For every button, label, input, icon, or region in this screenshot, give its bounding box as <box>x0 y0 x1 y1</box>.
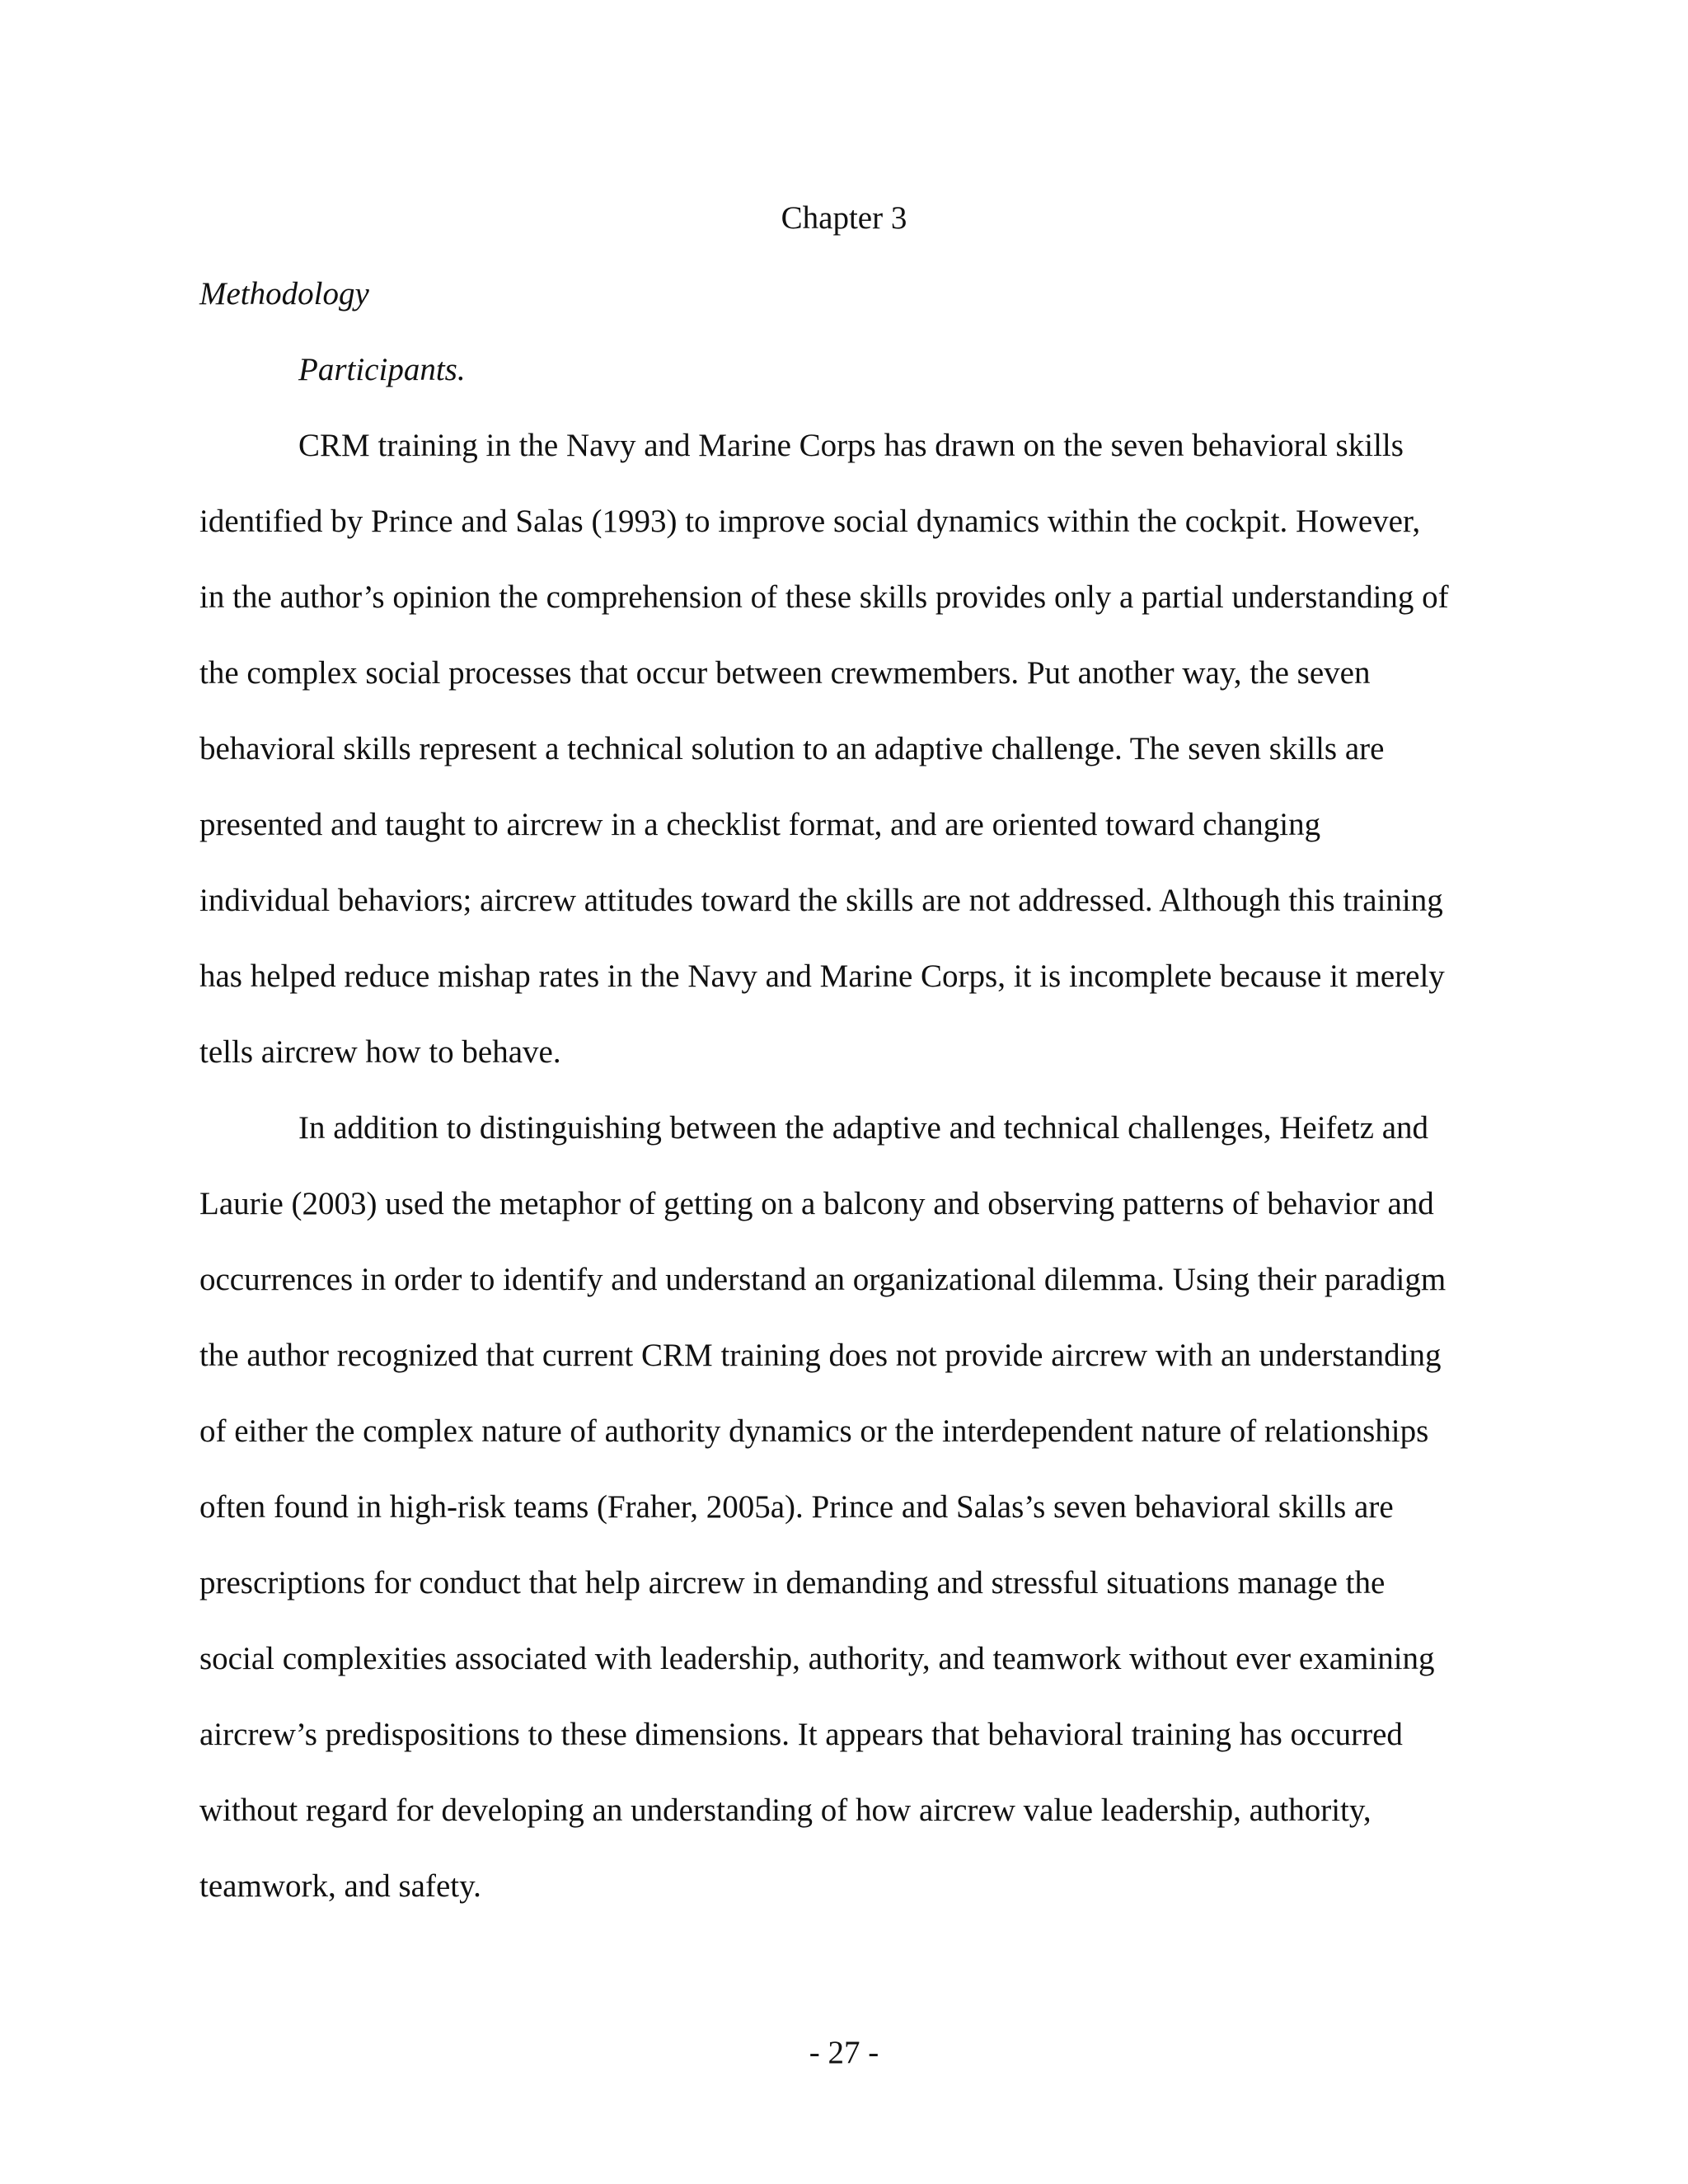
paragraph-line: in the author’s opinion the comprehension of these skills provides only a partial understanding of <box>199 579 1449 615</box>
paragraph-line: has helped reduce mishap rates in the Navy and Marine Corps, it is incomplete because it merely <box>199 958 1445 994</box>
page-number: - 27 - <box>809 2035 879 2070</box>
paragraph-line: individual behaviors; aircrew attitudes toward the skills are not addressed. Although this training <box>199 883 1443 918</box>
subsection-heading: Participants. <box>298 352 466 387</box>
paragraph-line: the complex social processes that occur between crewmembers. Put another way, the seven <box>199 655 1371 691</box>
paragraph-line: identified by Prince and Salas (1993) to improve social dynamics within the cockpit. However, <box>199 504 1421 539</box>
paragraph-2 <box>199 1090 1498 1924</box>
paragraph-1 <box>199 408 1498 1090</box>
paragraph-line: Laurie (2003) used the metaphor of getting on a balcony and observing patterns of behavior and <box>199 1186 1434 1221</box>
paragraph-line: presented and taught to aircrew in a checklist format, and are oriented toward changing <box>199 807 1321 842</box>
paragraph-line: CRM training in the Navy and Marine Corps has drawn on the seven behavioral skills <box>298 428 1404 463</box>
paragraph-line: of either the complex nature of authority dynamics or the interdependent nature of relationships <box>199 1413 1429 1449</box>
paragraph-line: without regard for developing an understanding of how aircrew value leadership, authority, <box>199 1793 1372 1828</box>
chapter-title: Chapter 3 <box>781 200 907 236</box>
paragraph-line: often found in high-risk teams (Fraher, 2005a). Prince and Salas’s seven behavioral skills are <box>199 1489 1394 1525</box>
paragraph-line: behavioral skills represent a technical solution to an adaptive challenge. The seven skills are <box>199 731 1385 766</box>
paragraph-line: tells aircrew how to behave. <box>199 1034 561 1070</box>
section-heading: Methodology <box>199 276 369 312</box>
paragraph-line: teamwork, and safety. <box>199 1868 481 1904</box>
paragraph-line: occurrences in order to identify and understand an organizational dilemma. Using their paradigm <box>199 1262 1447 1297</box>
paragraph-line: social complexities associated with leadership, authority, and teamwork without ever examining <box>199 1641 1435 1676</box>
paragraph-line: In addition to distinguishing between the adaptive and technical challenges, Heifetz and <box>298 1110 1429 1146</box>
paragraph-line: prescriptions for conduct that help aircrew in demanding and stressful situations manage the <box>199 1565 1386 1601</box>
paragraph-line: aircrew’s predispositions to these dimensions. It appears that behavioral training has occurred <box>199 1717 1403 1752</box>
paragraph-line: the author recognized that current CRM training does not provide aircrew with an understanding <box>199 1338 1442 1373</box>
